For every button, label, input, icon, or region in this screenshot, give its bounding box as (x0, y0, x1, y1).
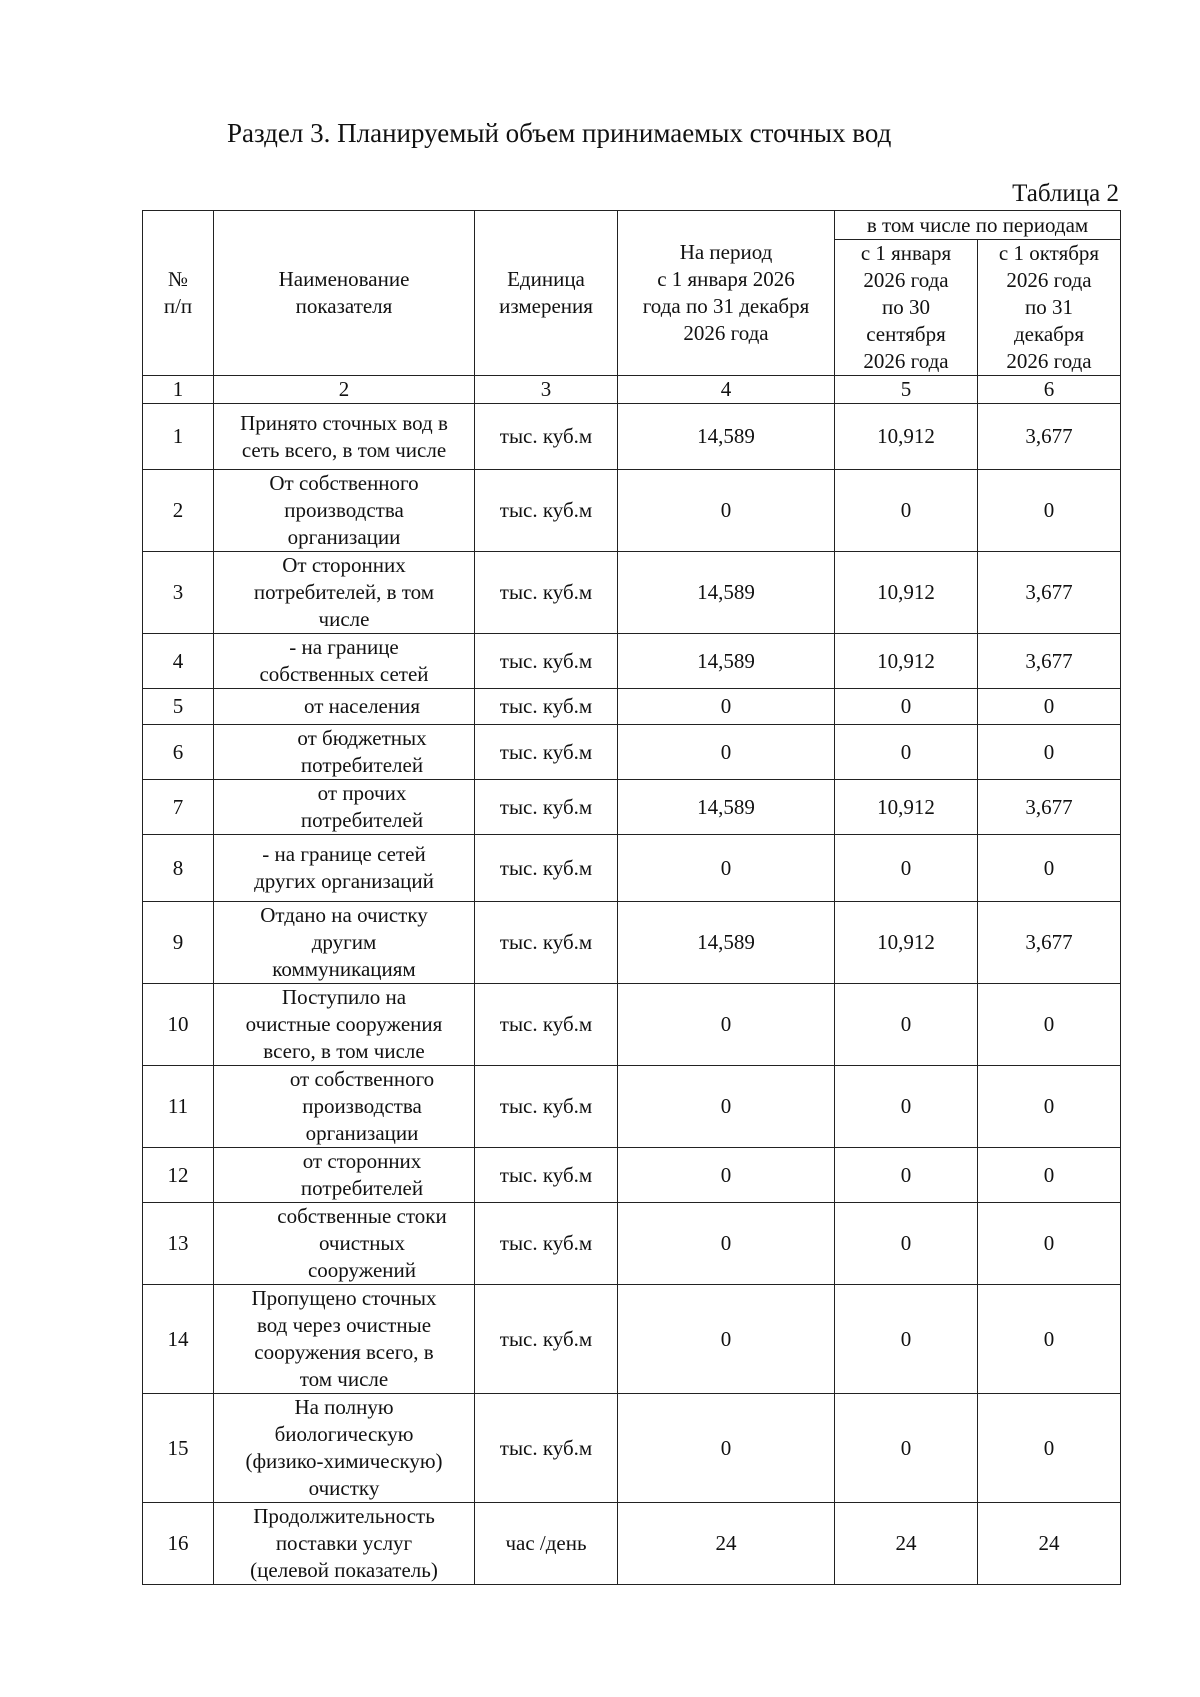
value-subperiod-2: 0 (978, 1203, 1121, 1285)
value-subperiod-2: 3,677 (978, 902, 1121, 984)
unit-cell: час /день (475, 1503, 618, 1585)
value-full-period: 0 (618, 1203, 835, 1285)
row-number: 9 (143, 902, 214, 984)
value-subperiod-1: 10,912 (835, 780, 978, 835)
value-subperiod-1: 0 (835, 984, 978, 1066)
unit-cell: тыс. куб.м (475, 1148, 618, 1203)
unit-cell: тыс. куб.м (475, 1203, 618, 1285)
row-number: 14 (143, 1285, 214, 1394)
column-number: 2 (214, 376, 475, 404)
table-row (143, 1203, 1121, 1285)
column-numbers-row (143, 376, 1121, 404)
value-full-period: 0 (618, 725, 835, 780)
value-subperiod-1: 0 (835, 1066, 978, 1148)
unit-cell: тыс. куб.м (475, 1394, 618, 1503)
value-full-period: 0 (618, 984, 835, 1066)
indicator-name: Отдано на очистку другим коммуникациям (214, 902, 475, 984)
indicator-name: от прочих потребителей (214, 780, 475, 835)
indicator-name: Принято сточных вод в сеть всего, в том числе (214, 404, 475, 470)
value-subperiod-1: 0 (835, 470, 978, 552)
table-row (143, 1148, 1121, 1203)
unit-cell: тыс. куб.м (475, 404, 618, 470)
row-number: 2 (143, 470, 214, 552)
value-subperiod-2: 0 (978, 835, 1121, 902)
value-full-period: 0 (618, 835, 835, 902)
value-subperiod-1: 10,912 (835, 902, 978, 984)
table-row (143, 1394, 1121, 1503)
indicator-name: Поступило на очистные сооружения всего, в том числе (214, 984, 475, 1066)
unit-cell: тыс. куб.м (475, 634, 618, 689)
table-label: Таблица 2 (1012, 180, 1119, 207)
value-subperiod-1: 10,912 (835, 552, 978, 634)
value-subperiod-2: 0 (978, 1285, 1121, 1394)
table-row (143, 404, 1121, 470)
column-number: 5 (835, 376, 978, 404)
value-subperiod-1: 10,912 (835, 404, 978, 470)
value-subperiod-2: 0 (978, 1066, 1121, 1148)
unit-cell: тыс. куб.м (475, 470, 618, 552)
value-full-period: 14,589 (618, 634, 835, 689)
table-row (143, 984, 1121, 1066)
unit-cell: тыс. куб.м (475, 780, 618, 835)
unit-cell: тыс. куб.м (475, 902, 618, 984)
unit-cell: тыс. куб.м (475, 552, 618, 634)
value-subperiod-1: 0 (835, 1148, 978, 1203)
indicator-name: На полную биологическую (физико-химическую) очистку (214, 1394, 475, 1503)
header-unit: Единица измерения (475, 211, 618, 376)
unit-cell: тыс. куб.м (475, 725, 618, 780)
indicator-name: От собственного производства организации (214, 470, 475, 552)
table-row (143, 1066, 1121, 1148)
unit-cell: тыс. куб.м (475, 1285, 618, 1394)
indicator-name: - на границе собственных сетей (214, 634, 475, 689)
section-title: Раздел 3. Планируемый объем принимаемых сточных вод (227, 118, 892, 148)
table-row (143, 902, 1121, 984)
value-subperiod-1: 0 (835, 1285, 978, 1394)
table-row (143, 689, 1121, 725)
value-full-period: 14,589 (618, 404, 835, 470)
value-full-period: 0 (618, 1285, 835, 1394)
unit-cell: тыс. куб.м (475, 835, 618, 902)
unit-cell: тыс. куб.м (475, 984, 618, 1066)
value-full-period: 0 (618, 689, 835, 725)
value-full-period: 0 (618, 1066, 835, 1148)
value-subperiod-2: 0 (978, 984, 1121, 1066)
value-subperiod-2: 0 (978, 689, 1121, 725)
table-row (143, 1503, 1121, 1585)
indicator-name: от собственного производства организации (214, 1066, 475, 1148)
table-row (143, 552, 1121, 634)
row-number: 1 (143, 404, 214, 470)
value-full-period: 0 (618, 1394, 835, 1503)
unit-cell: тыс. куб.м (475, 1066, 618, 1148)
table-row (143, 1285, 1121, 1394)
row-number: 13 (143, 1203, 214, 1285)
value-subperiod-2: 0 (978, 1394, 1121, 1503)
value-full-period: 0 (618, 1148, 835, 1203)
row-number: 15 (143, 1394, 214, 1503)
indicator-name: Продолжительность поставки услуг (целевой показатель) (214, 1503, 475, 1585)
value-subperiod-2: 0 (978, 725, 1121, 780)
table-row (143, 634, 1121, 689)
indicator-name: от сторонних потребителей (214, 1148, 475, 1203)
row-number: 3 (143, 552, 214, 634)
header-subperiod-2: с 1 октября 2026 года по 31 декабря 2026 года (978, 240, 1121, 376)
value-full-period: 24 (618, 1503, 835, 1585)
row-number: 4 (143, 634, 214, 689)
unit-cell: тыс. куб.м (475, 689, 618, 725)
row-number: 6 (143, 725, 214, 780)
indicator-name: От сторонних потребителей, в том числе (214, 552, 475, 634)
header-subperiod-1: с 1 января 2026 года по 30 сентября 2026 года (835, 240, 978, 376)
column-number: 3 (475, 376, 618, 404)
row-number: 12 (143, 1148, 214, 1203)
header-period: На период с 1 января 2026 года по 31 декабря 2026 года (618, 211, 835, 376)
value-subperiod-1: 0 (835, 1203, 978, 1285)
row-number: 7 (143, 780, 214, 835)
header-name: Наименование показателя (214, 211, 475, 376)
indicator-name: от бюджетных потребителей (214, 725, 475, 780)
table-row (143, 780, 1121, 835)
planned-wastewater-table (142, 210, 1121, 1585)
row-number: 16 (143, 1503, 214, 1585)
header-num: № п/п (143, 211, 214, 376)
value-subperiod-2: 0 (978, 1148, 1121, 1203)
value-full-period: 0 (618, 470, 835, 552)
indicator-name: - на границе сетей других организаций (214, 835, 475, 902)
value-subperiod-2: 3,677 (978, 634, 1121, 689)
value-full-period: 14,589 (618, 780, 835, 835)
value-subperiod-2: 3,677 (978, 552, 1121, 634)
row-number: 5 (143, 689, 214, 725)
table-row (143, 470, 1121, 552)
row-number: 8 (143, 835, 214, 902)
column-number: 6 (978, 376, 1121, 404)
value-subperiod-2: 3,677 (978, 780, 1121, 835)
value-subperiod-1: 10,912 (835, 634, 978, 689)
table-row (143, 725, 1121, 780)
column-number: 4 (618, 376, 835, 404)
value-subperiod-1: 0 (835, 1394, 978, 1503)
value-subperiod-2: 24 (978, 1503, 1121, 1585)
value-subperiod-2: 0 (978, 470, 1121, 552)
value-subperiod-2: 3,677 (978, 404, 1121, 470)
value-full-period: 14,589 (618, 902, 835, 984)
indicator-name: от населения (214, 689, 475, 725)
indicator-name: Пропущено сточных вод через очистные сооружения всего, в том числе (214, 1285, 475, 1394)
indicator-name: собственные стоки очистных сооружений (214, 1203, 475, 1285)
value-subperiod-1: 0 (835, 689, 978, 725)
header-subperiods-caption: в том числе по периодам (835, 211, 1121, 240)
row-number: 10 (143, 984, 214, 1066)
row-number: 11 (143, 1066, 214, 1148)
value-full-period: 14,589 (618, 552, 835, 634)
table-row (143, 835, 1121, 902)
value-subperiod-1: 0 (835, 725, 978, 780)
value-subperiod-1: 0 (835, 835, 978, 902)
value-subperiod-1: 24 (835, 1503, 978, 1585)
column-number: 1 (143, 376, 214, 404)
